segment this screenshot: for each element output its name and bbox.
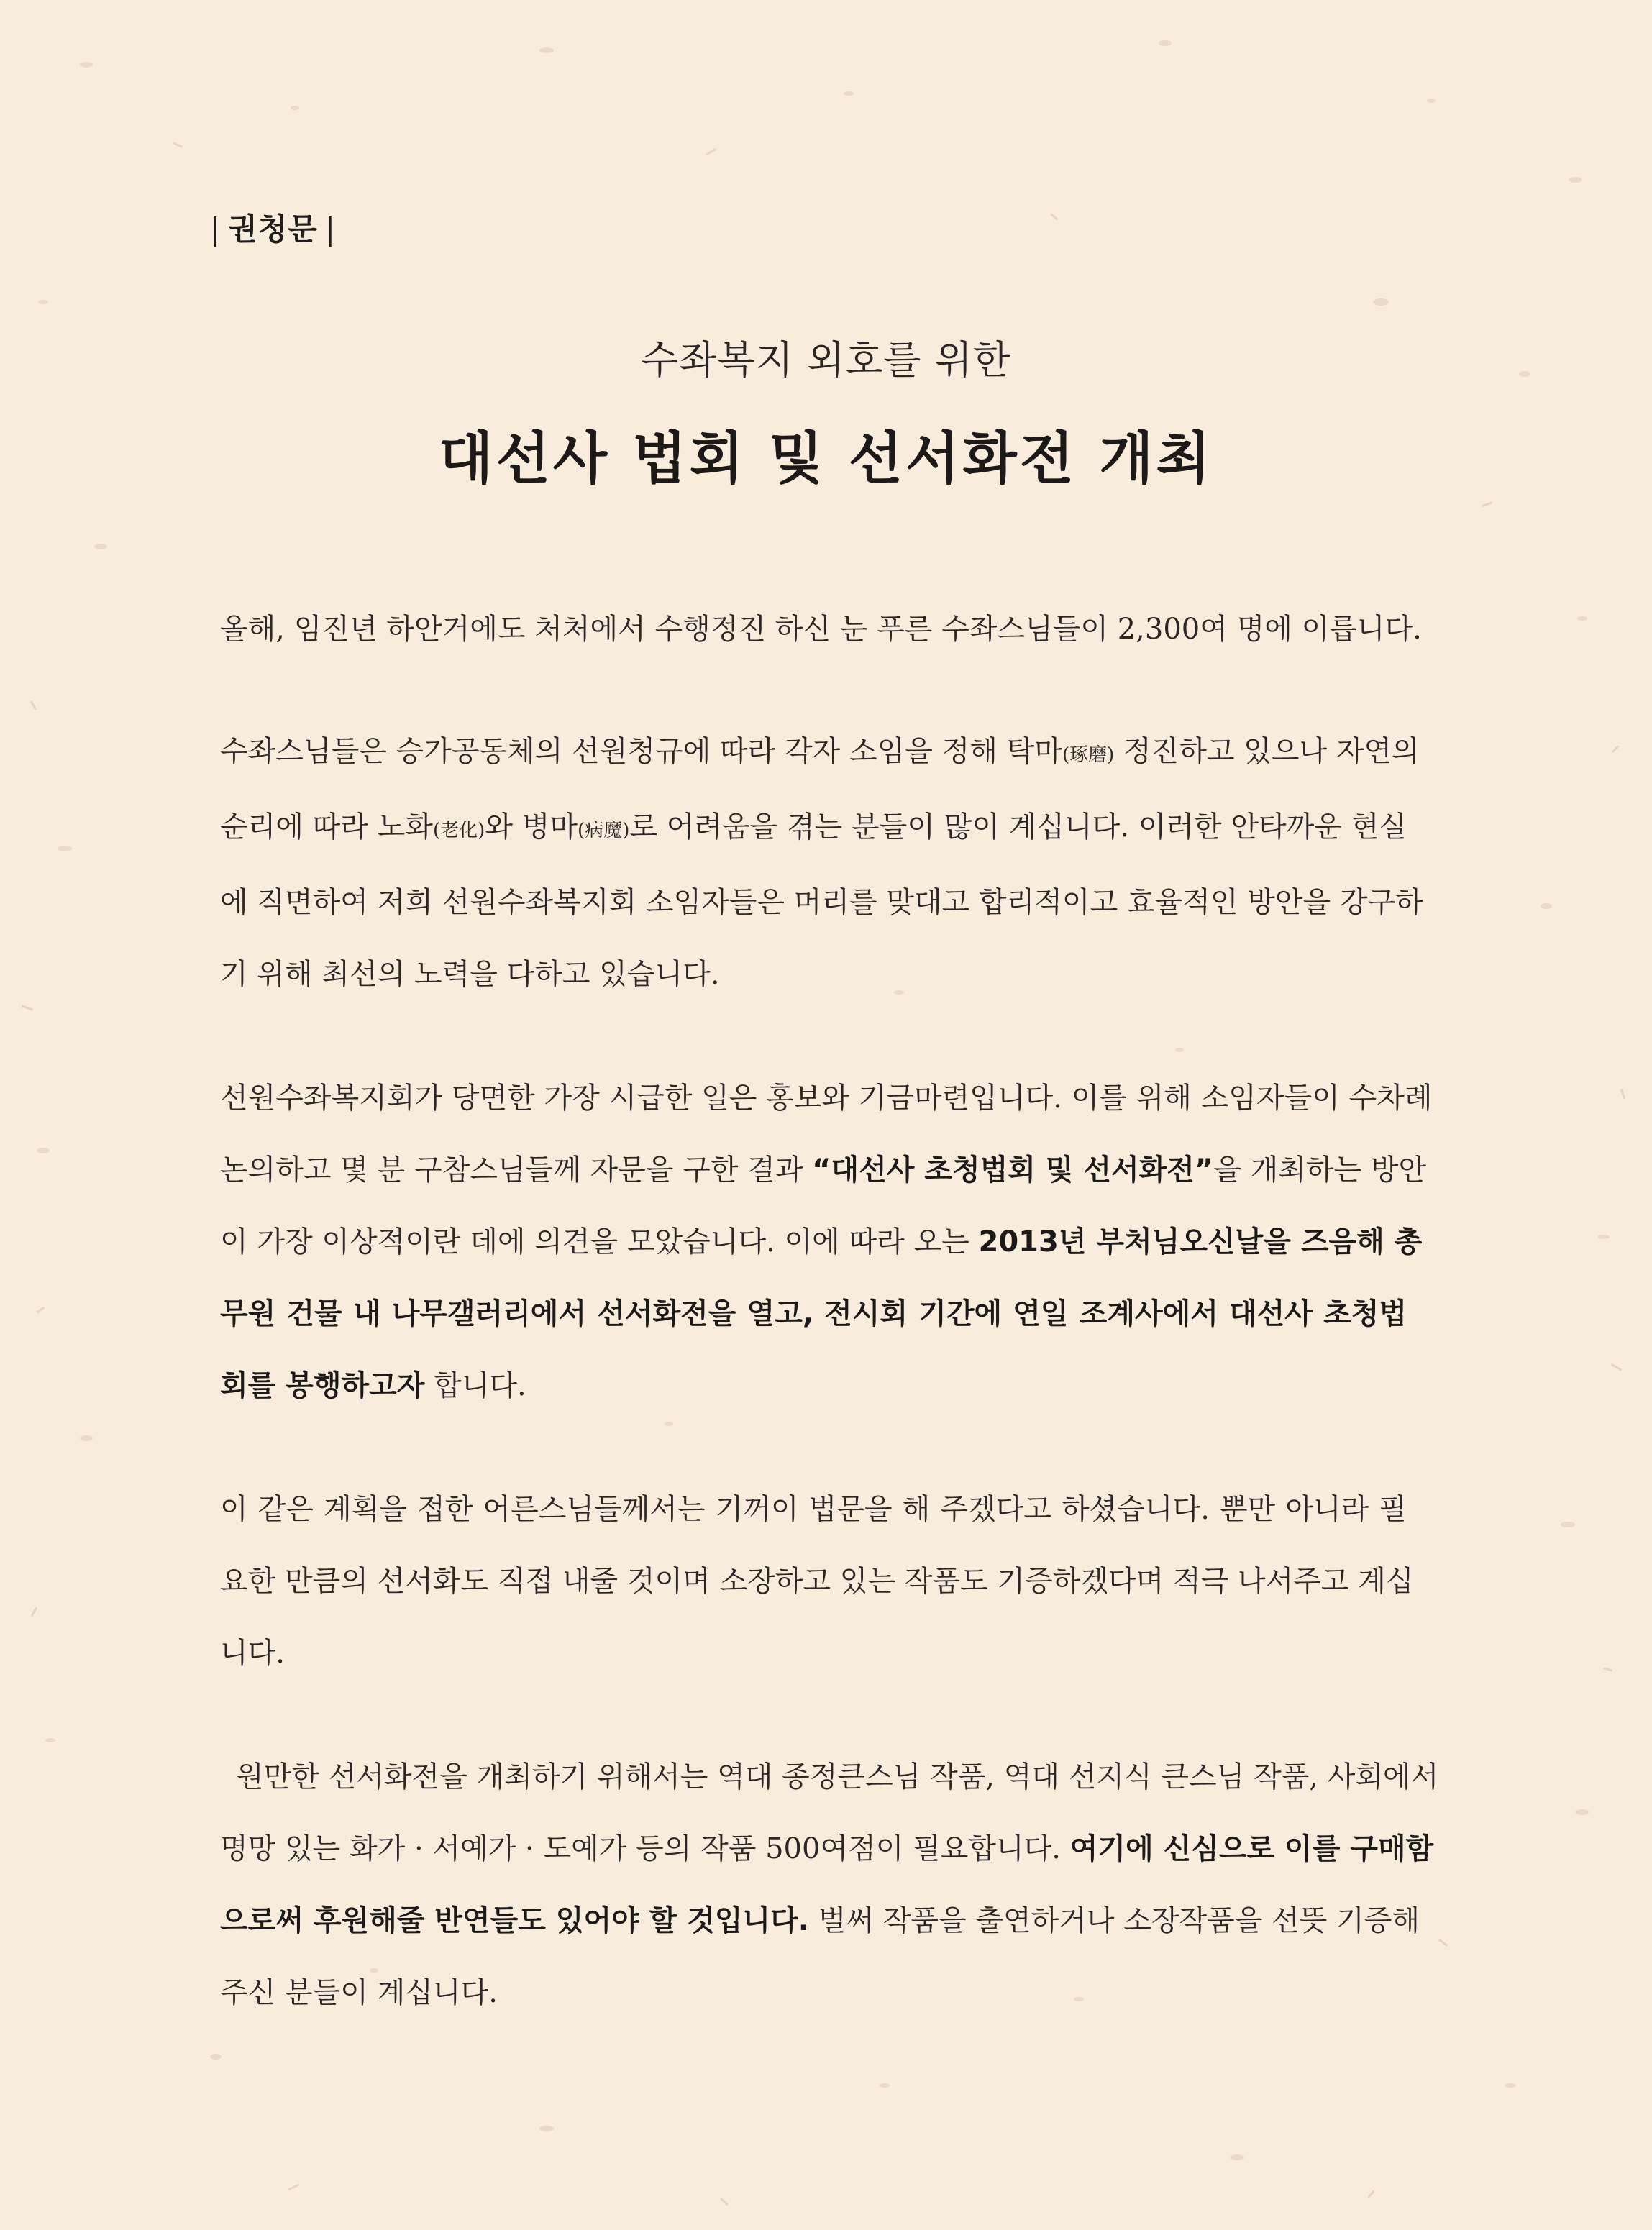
paragraph-2 [220,716,1423,1010]
paragraph-2-line-1: 수좌스님들은 승가공동체의 선원청규에 따라 각자 소임을 정해 탁마(琢磨) 정진하고 있으나 자연의 [220,735,1420,768]
paragraph-1-line-1: 올해, 임진년 하안거에도 처처에서 수행정진 하신 눈 푸른 수좌스님들이 2,300여 명에 이릅니다. [220,613,1422,646]
paragraph-4-line-3: 니다. [220,1637,285,1670]
paragraph-4-line-1: 이 같은 계획을 접한 어른스님들께서는 기꺼이 법문을 해 주겠다고 하셨습니다. 뿐만 아니라 필 [220,1493,1407,1526]
body-text [220,593,1439,2080]
paragraph-2-line-4: 기 위해 최선의 노력을 다하고 있습니다. [220,958,720,991]
paragraph-2-line-3: 에 직면하여 저희 선원수좌복지회 소임자들은 머리를 맞대고 합리적이고 효율적인 방안을 강구하 [220,886,1423,919]
label-bar-right: | [324,211,337,247]
paragraph-5-line-1: 원만한 선서화전을 개최하기 위해서는 역대 종정큰스님 작품, 역대 선지식 큰스님 작품, 사회에서 [236,1760,1439,1793]
paragraph-5-line-4: 주신 분들이 계십니다. [220,1976,498,2009]
paragraph-4 [220,1473,1414,1689]
paragraph-1 [220,593,1422,665]
purchase-emphasis: 여기에 신심으로 이를 구매함 [1069,1832,1434,1865]
date-emphasis: 2013년 부처님오신날을 즈음해 총 [978,1225,1423,1258]
hanja-nohwa: (老化) [432,820,485,841]
paragraph-5 [220,1741,1439,2029]
page-label [203,206,343,249]
paragraph-3 [220,1062,1433,1422]
paragraph-3-line-3: 이 가장 이상적이란 데에 의견을 모았습니다. 이에 따라 오는 2013년 부처님오신날을 즈음해 총 [220,1225,1423,1258]
page-title: 대선사 법회 및 선서화전 개최 [439,426,1213,491]
event-name-emphasis: “대선사 초청법회 및 선서화전” [812,1153,1214,1187]
paragraph-3-line-4: 무원 건물 내 나무갤러리에서 선서화전을 열고, 전시회 기간에 연일 조계사에서 대선사 초청법 [220,1297,1407,1330]
paragraph-4-line-2: 요한 만큼의 선서화도 직접 내줄 것이며 소장하고 있는 작품도 기증하겠다며 적극 나서주고 계십 [220,1565,1414,1598]
subtitle: 수좌복지 외호를 위한 [641,337,1011,383]
hanja-takma: (琢磨) [1062,744,1115,766]
paragraph-3-line-5: 회를 봉행하고자 합니다. [220,1369,526,1402]
paragraph-3-line-2: 논의하고 몇 분 구참스님들께 자문을 구한 결과 “대선사 초청법회 및 선서화전”을 개최하는 방안 [220,1153,1427,1187]
label-bar-left: | [210,211,222,247]
paragraph-5-line-3: 으로써 후원해줄 반연들도 있어야 할 것입니다. 벌써 작품을 출연하거나 소장작품을 선뜻 기증해 [220,1904,1420,1937]
paragraph-3-line-1: 선원수좌복지회가 당면한 가장 시급한 일은 홍보와 기금마련입니다. 이를 위해 소임자들이 수차례 [220,1082,1433,1115]
paragraph-5-line-2: 명망 있는 화가 · 서예가 · 도예가 등의 작품 500여점이 필요합니다. 여기에 신심으로 이를 구매함 [220,1832,1434,1865]
paragraph-2-line-2: 순리에 따라 노화(老化)와 병마(病魔)로 어려움을 겪는 분들이 많이 계십니다. 이러한 안타까운 현실 [220,810,1407,844]
hanja-byeongma: (病魔) [578,820,630,841]
label-text: 권청문 [228,211,318,247]
